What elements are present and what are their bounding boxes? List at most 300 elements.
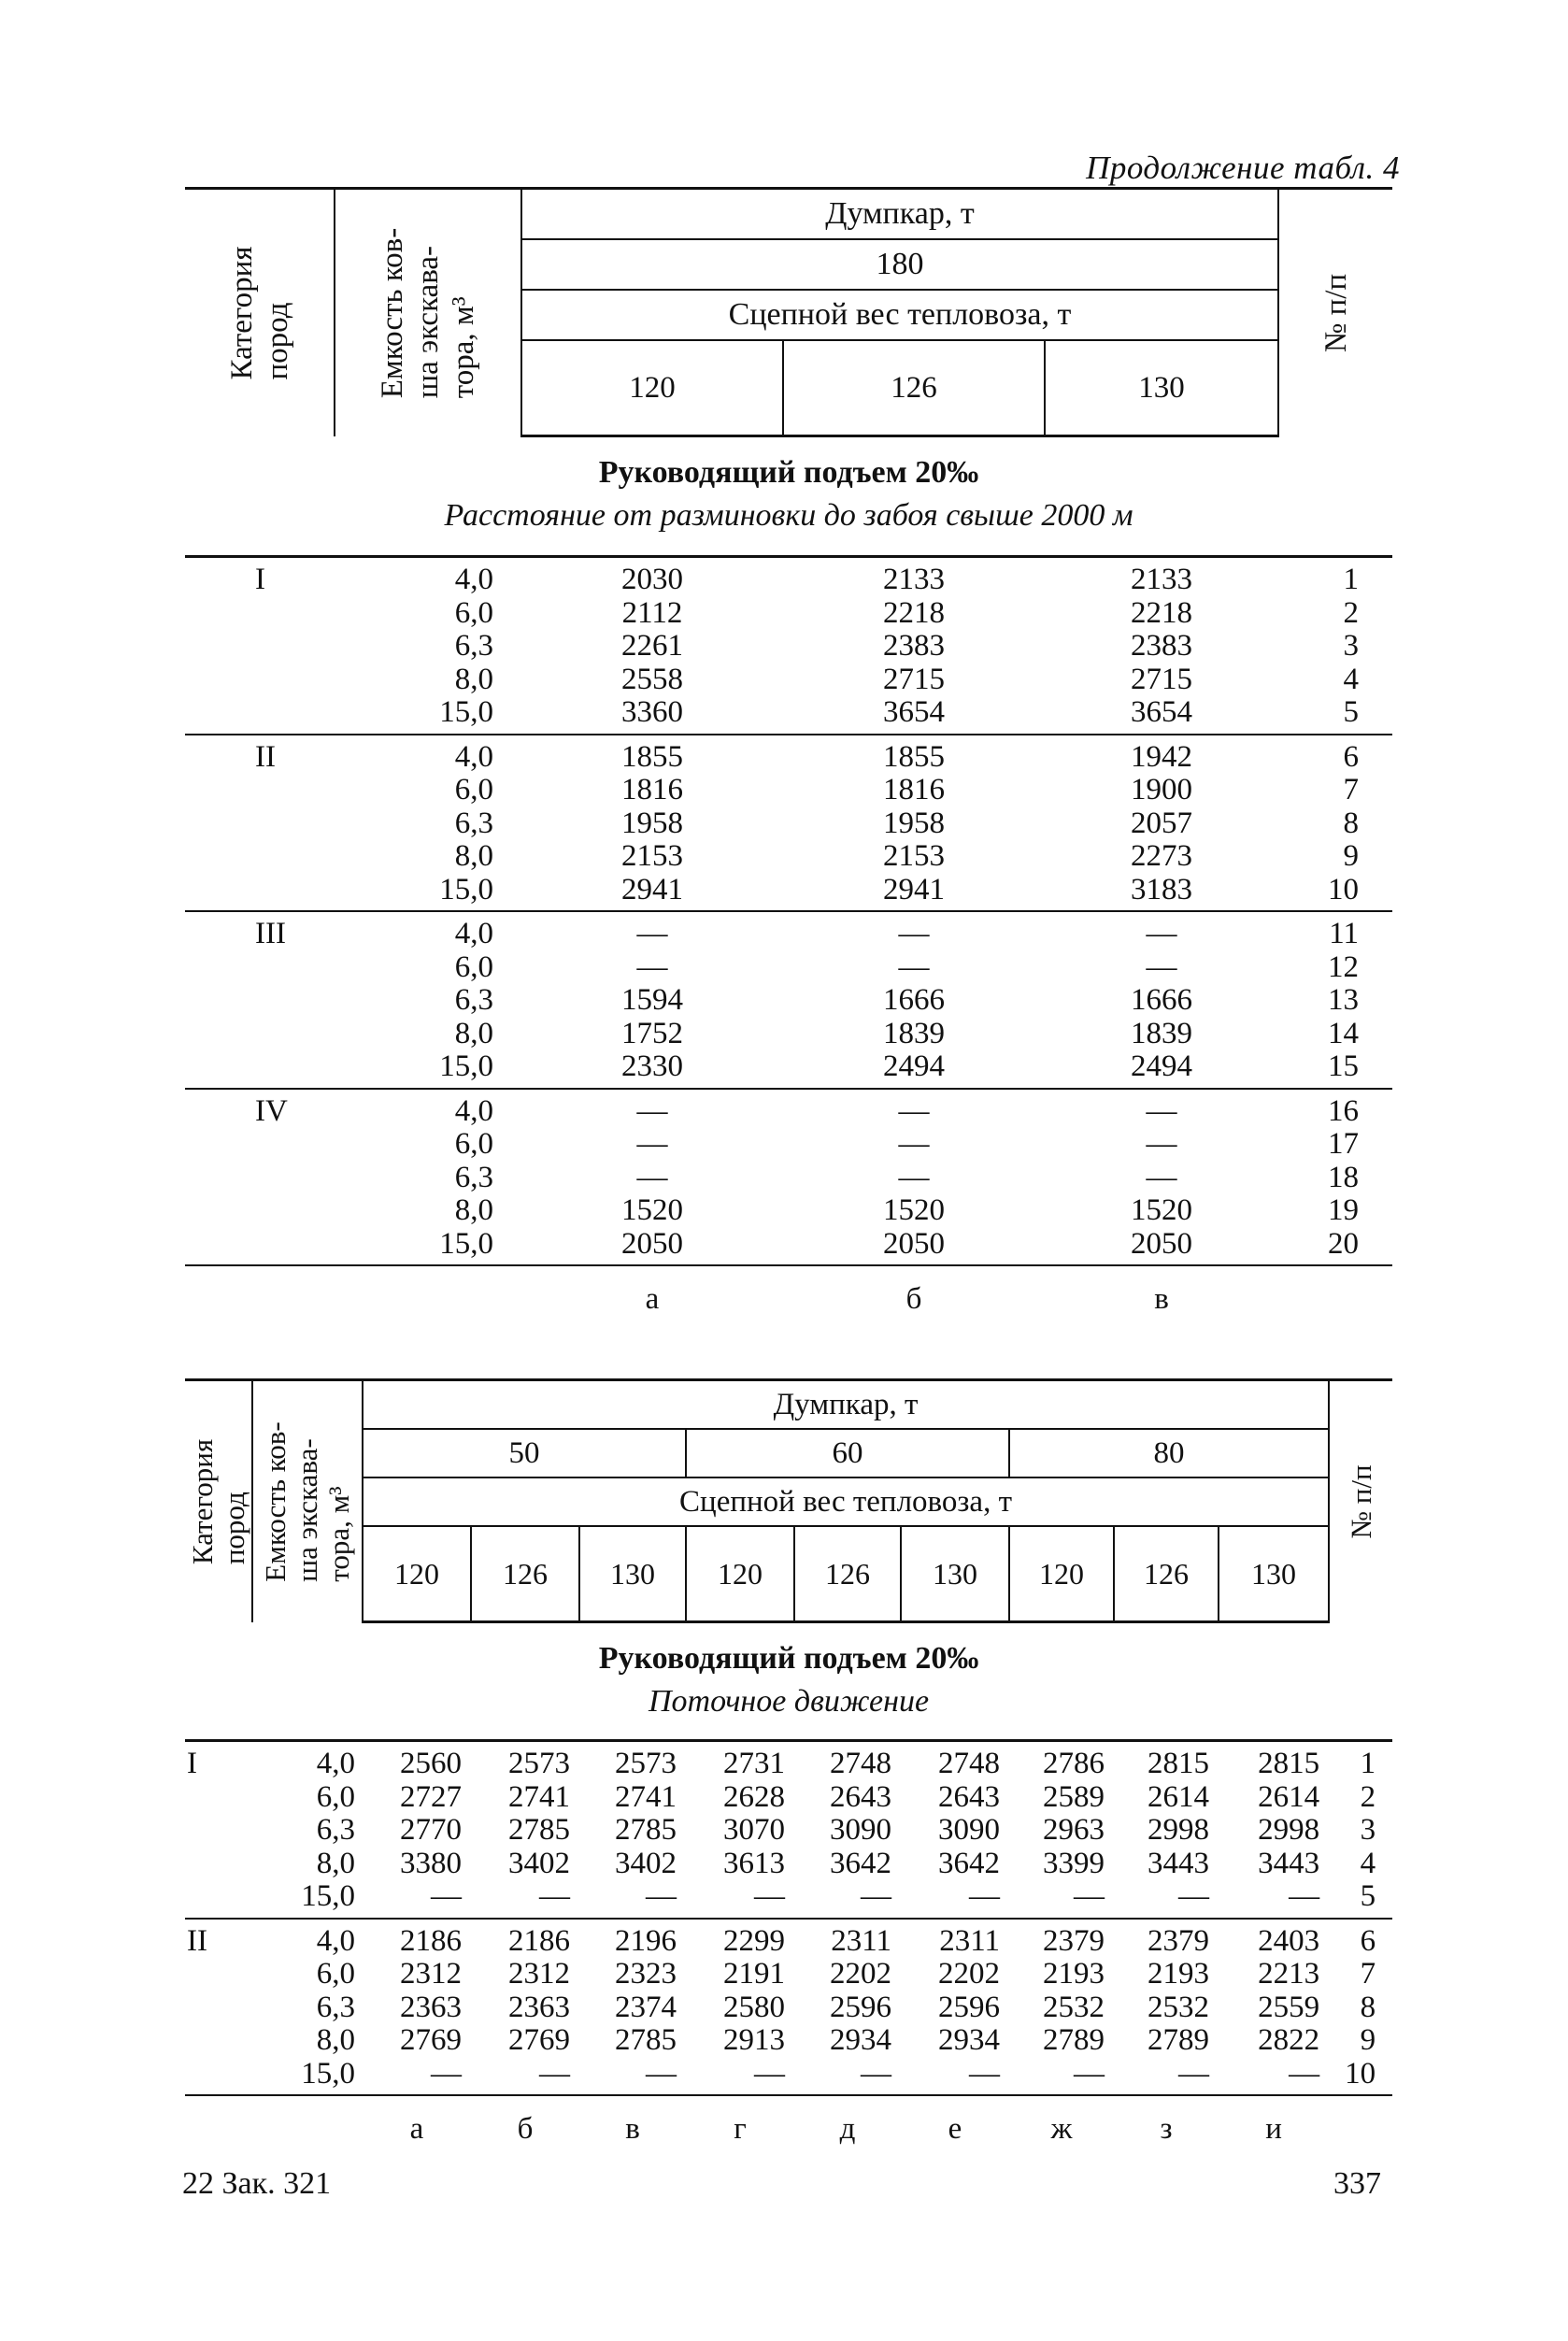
row-number-cell: 13 — [1328, 983, 1360, 1017]
row-number-cell: 11 — [1329, 917, 1360, 950]
value-cell: 2133 — [1045, 557, 1278, 597]
value-cell: 3380 — [400, 1846, 462, 1880]
header-number — [1278, 189, 1392, 436]
value-cell: 2789 — [1147, 2023, 1209, 2057]
header-loco: Сцепной вес тепловоза, т — [363, 1477, 1329, 1526]
header-loco-mass: 130 — [579, 1526, 686, 1622]
value-cell: 2202 — [938, 1957, 1000, 1991]
table-row — [185, 1162, 1392, 1195]
header-loco-mass: 126 — [471, 1526, 579, 1622]
value-cell: — — [579, 1880, 686, 1919]
category-cell — [185, 664, 335, 697]
capacity-cell: 15,0 — [335, 1228, 521, 1266]
category-cell: II — [187, 1923, 207, 1958]
value-cell: 2785 — [615, 1813, 677, 1847]
column-letter: г — [734, 2111, 747, 2146]
value-cell: — — [1219, 2058, 1329, 2096]
row-number-cell: 19 — [1328, 1193, 1360, 1227]
header-loco-mass: 120 — [686, 1526, 794, 1622]
value-cell: 2383 — [1131, 629, 1193, 663]
value-cell: — — [794, 1880, 901, 1919]
header-dumpcar-mass: 60 — [686, 1429, 1009, 1477]
row-number-cell: 5 — [1329, 1880, 1392, 1919]
value-cell: 1958 — [621, 806, 683, 840]
value-cell: 2494 — [1045, 1050, 1278, 1089]
header-loco: Сцепной вес тепловоза, т — [521, 290, 1278, 340]
category-cell — [185, 2058, 252, 2096]
capacity-cell: 8,0 — [454, 1193, 493, 1227]
value-cell: 3613 — [723, 1846, 785, 1880]
capacity-cell: 15,0 — [335, 874, 521, 912]
row-number-cell: 6 — [1360, 1923, 1376, 1958]
value-cell: 1752 — [621, 1016, 683, 1050]
category-cell — [185, 774, 335, 807]
value-cell: — — [363, 2058, 471, 2096]
value-cell: — — [1146, 1093, 1177, 1128]
continuation-caption: Продолжение табл. 4 — [1086, 150, 1400, 186]
value-cell: 2589 — [1043, 1779, 1105, 1814]
row-number-cell: 4 — [1360, 1846, 1376, 1880]
table-row — [185, 1814, 1392, 1848]
category-cell — [185, 630, 335, 664]
value-cell: 2934 — [830, 2023, 891, 2057]
value-cell: 2363 — [508, 1990, 570, 2024]
category-group — [185, 1741, 1392, 1919]
value-cell: 2614 — [1258, 1779, 1320, 1814]
value-cell: 1520 — [1131, 1193, 1193, 1227]
table-row — [185, 807, 1392, 841]
value-cell: — — [1146, 949, 1177, 984]
value-cell: 1839 — [883, 1016, 945, 1050]
value-cell: 1900 — [1131, 773, 1193, 807]
value-cell: 2741 — [615, 1779, 677, 1814]
column-letter: а — [409, 2111, 424, 2146]
value-cell: 2374 — [615, 1990, 677, 2024]
row-number-cell: 3 — [1360, 1813, 1376, 1847]
capacity-cell: 6,0 — [454, 1127, 493, 1161]
value-cell: 2643 — [830, 1779, 891, 1814]
row-number-cell: 2 — [1360, 1779, 1376, 1814]
table-distance-over-2000m — [185, 187, 1392, 1332]
value-cell: 2596 — [938, 1990, 1000, 2024]
row-number-cell: 20 — [1278, 1228, 1392, 1266]
header-category — [185, 1380, 252, 1622]
value-cell: 2596 — [830, 1990, 891, 2024]
value-cell: — — [1146, 1127, 1177, 1161]
value-cell: — — [898, 1160, 930, 1194]
value-cell: 3654 — [1045, 696, 1278, 735]
value-cell: 2715 — [1131, 662, 1193, 696]
column-letter: б — [517, 2111, 534, 2146]
column-letter: и — [1265, 2111, 1282, 2146]
printer-mark: 22 Зак. 321 — [182, 2166, 332, 2201]
capacity-cell: 8,0 — [454, 662, 493, 696]
value-cell: 2191 — [723, 1957, 785, 1991]
category-cell — [185, 597, 335, 631]
value-cell: 2731 — [686, 1741, 794, 1781]
value-cell: 2727 — [400, 1779, 462, 1814]
header-dumpcar-mass: 50 — [363, 1429, 686, 1477]
value-cell: 3642 — [938, 1846, 1000, 1880]
value-cell: 3443 — [1258, 1846, 1320, 1880]
value-cell: 2815 — [1219, 1741, 1329, 1781]
value-cell: 1520 — [621, 1193, 683, 1227]
value-cell: — — [1009, 1880, 1114, 1919]
row-number-cell: 15 — [1278, 1050, 1392, 1089]
category-cell — [185, 696, 335, 735]
value-cell: 2785 — [508, 1813, 570, 1847]
row-number-cell: 9 — [1360, 2023, 1376, 2057]
table-row — [185, 735, 1392, 775]
category-cell: II — [255, 739, 276, 774]
category-group — [185, 735, 1392, 912]
header-dumpcar-mass: 180 — [521, 239, 1278, 290]
value-cell: 2741 — [508, 1779, 570, 1814]
value-cell: 1855 — [621, 739, 683, 774]
value-cell: 2363 — [400, 1990, 462, 2024]
value-cell: — — [636, 1093, 668, 1128]
category-cell — [185, 1958, 252, 1991]
capacity-cell: 4,0 — [454, 1093, 493, 1128]
value-cell: 3402 — [615, 1846, 677, 1880]
row-number-cell: 5 — [1278, 696, 1392, 735]
table-row — [185, 1741, 1392, 1781]
value-cell: 2030 — [521, 557, 783, 597]
capacity-cell: 6,0 — [454, 773, 493, 807]
value-cell: — — [636, 917, 668, 950]
row-number-cell: 12 — [1328, 949, 1360, 984]
value-cell: 2941 — [783, 874, 1045, 912]
value-cell: 2218 — [883, 595, 945, 630]
header-category-label: Категория пород — [185, 1438, 250, 1564]
header-loco-mass: 130 — [1045, 340, 1278, 436]
header-category — [185, 189, 335, 436]
section-heading — [185, 436, 1392, 557]
value-cell: — — [1146, 917, 1177, 950]
header-loco-mass: 120 — [1009, 1526, 1114, 1622]
header-loco-mass: 126 — [783, 340, 1045, 436]
capacity-cell: 6,3 — [316, 1990, 355, 2024]
row-number-cell: 16 — [1328, 1093, 1360, 1128]
value-cell: 3090 — [938, 1813, 1000, 1847]
row-number-cell: 7 — [1343, 773, 1360, 807]
value-cell: — — [579, 2058, 686, 2096]
value-cell: 2769 — [508, 2023, 570, 2057]
header-loco-mass: 120 — [521, 340, 783, 436]
header-number-label: № п/п — [1319, 273, 1353, 352]
header-dumpcar: Думпкар, т — [521, 189, 1278, 240]
value-cell: 2998 — [1258, 1813, 1320, 1847]
row-number-cell: 10 — [1278, 874, 1392, 912]
value-cell: 2050 — [521, 1228, 783, 1266]
capacity-cell: 8,0 — [316, 1846, 355, 1880]
capacity-cell: 8,0 — [316, 2023, 355, 2057]
value-cell: 3090 — [830, 1813, 891, 1847]
value-cell: 2403 — [1258, 1923, 1320, 1958]
value-cell: 2913 — [723, 2023, 785, 2057]
column-letter: б — [905, 1281, 922, 1316]
value-cell: 3402 — [508, 1846, 570, 1880]
table-row — [185, 951, 1392, 985]
category-cell: IV — [255, 1093, 288, 1128]
row-number-cell: 7 — [1360, 1957, 1376, 1991]
category-cell — [185, 1848, 252, 1881]
value-cell: 1816 — [621, 773, 683, 807]
value-cell: 1942 — [1131, 739, 1193, 774]
value-cell: 2193 — [1147, 1957, 1209, 1991]
value-cell: — — [898, 1093, 930, 1128]
value-cell: 2785 — [615, 2023, 677, 2057]
header-loco-mass: 126 — [1114, 1526, 1219, 1622]
value-cell: 2963 — [1043, 1813, 1105, 1847]
capacity-cell: 6,3 — [454, 629, 493, 663]
table-row — [185, 630, 1392, 664]
value-cell: — — [898, 949, 930, 984]
table-row — [185, 774, 1392, 807]
value-cell: — — [901, 2058, 1009, 2096]
capacity-cell: 6,3 — [454, 983, 493, 1017]
value-cell: 2379 — [1147, 1923, 1209, 1958]
value-cell: 2261 — [621, 629, 683, 663]
category-cell — [185, 1880, 252, 1919]
value-cell: 2558 — [621, 662, 683, 696]
table-row — [185, 911, 1392, 951]
row-number-cell: 6 — [1343, 739, 1360, 774]
table-row — [185, 1194, 1392, 1228]
value-cell: 2748 — [794, 1741, 901, 1781]
value-cell: 2218 — [1131, 595, 1193, 630]
column-letter: а — [645, 1281, 660, 1316]
table-row — [185, 597, 1392, 631]
capacity-cell: 4,0 — [316, 1923, 355, 1958]
table-row — [185, 1880, 1392, 1919]
row-number-cell: 8 — [1360, 1990, 1376, 2024]
value-cell: 2998 — [1147, 1813, 1209, 1847]
value-cell: 2934 — [938, 2023, 1000, 2057]
table-row — [185, 1919, 1392, 1959]
value-cell: — — [471, 1880, 579, 1919]
value-cell: 1816 — [883, 773, 945, 807]
value-cell: 1666 — [1131, 983, 1193, 1017]
category-cell: I — [185, 557, 335, 597]
capacity-cell: 8,0 — [454, 1016, 493, 1050]
category-cell — [185, 2024, 252, 2058]
value-cell: 2573 — [471, 1741, 579, 1781]
value-cell: 2560 — [363, 1741, 471, 1781]
table-row — [185, 1128, 1392, 1162]
table-row — [185, 696, 1392, 735]
value-cell: 2715 — [883, 662, 945, 696]
value-cell: — — [471, 2058, 579, 2096]
category-cell: III — [255, 917, 286, 950]
capacity-cell: 15,0 — [252, 1880, 363, 1919]
value-cell: — — [686, 1880, 794, 1919]
value-cell: 1855 — [883, 739, 945, 774]
header-number-label: № п/п — [1344, 1464, 1377, 1539]
column-letter: е — [948, 2111, 962, 2146]
value-cell: 2112 — [621, 595, 683, 630]
value-cell: — — [1146, 1160, 1177, 1194]
value-cell: 2312 — [400, 1957, 462, 1991]
row-number-cell: 18 — [1328, 1160, 1360, 1194]
value-cell: 2153 — [621, 839, 683, 873]
header-capacity-label: Емкость ков- ша экскава- тора, м³ — [376, 227, 480, 399]
value-cell: — — [901, 1880, 1009, 1919]
value-cell: 2748 — [901, 1741, 1009, 1781]
value-cell: 2312 — [508, 1957, 570, 1991]
value-cell: 2573 — [579, 1741, 686, 1781]
section-title-italic: Расстояние от разминовки до забоя свыше 2000 м — [444, 498, 1133, 533]
capacity-cell: 6,0 — [454, 949, 493, 984]
section-title-bold: Руководящий подъем 20‰ — [598, 1641, 979, 1676]
table-row — [185, 840, 1392, 874]
section-title-italic: Поточное движение — [648, 1684, 930, 1719]
capacity-cell: 6,3 — [454, 1160, 493, 1194]
capacity-cell: 6,0 — [316, 1779, 355, 1814]
header-loco-mass: 126 — [794, 1526, 901, 1622]
column-letters-row — [185, 2095, 1392, 2162]
table-row — [185, 1018, 1392, 1051]
value-cell: — — [636, 1127, 668, 1161]
capacity-cell: 4,0 — [454, 739, 493, 774]
value-cell: — — [898, 1127, 930, 1161]
row-number-cell: 8 — [1343, 806, 1360, 840]
table-row — [185, 984, 1392, 1018]
value-cell: 2330 — [521, 1050, 783, 1089]
value-cell: 2628 — [723, 1779, 785, 1814]
value-cell: — — [636, 1160, 668, 1194]
capacity-cell: 6,3 — [454, 806, 493, 840]
table-row — [185, 1958, 1392, 1991]
column-letter: в — [1154, 1281, 1169, 1316]
capacity-cell: 8,0 — [454, 839, 493, 873]
value-cell: 3642 — [830, 1846, 891, 1880]
capacity-cell: 6,0 — [316, 1957, 355, 1991]
value-cell: 2299 — [723, 1923, 785, 1958]
value-cell: 2196 — [615, 1923, 677, 1958]
table-row — [185, 1848, 1392, 1881]
capacity-cell: 15,0 — [335, 696, 521, 735]
column-letters-row — [185, 1265, 1392, 1332]
category-cell — [185, 1018, 335, 1051]
header-capacity-label: Емкость ков- ша экскава- тора, м³ — [259, 1421, 355, 1582]
value-cell: 2213 — [1258, 1957, 1320, 1991]
row-number-cell: 1 — [1278, 557, 1392, 597]
value-cell: 2193 — [1043, 1957, 1105, 1991]
value-cell: 2383 — [883, 629, 945, 663]
value-cell: — — [1114, 1880, 1219, 1919]
category-cell — [185, 951, 335, 985]
header-loco-mass: 130 — [901, 1526, 1009, 1622]
value-cell: 3399 — [1043, 1846, 1105, 1880]
row-number-cell: 1 — [1329, 1741, 1392, 1781]
row-number-cell: 17 — [1328, 1127, 1360, 1161]
value-cell: 2186 — [400, 1923, 462, 1958]
header-capacity — [252, 1380, 363, 1622]
category-cell — [185, 1814, 252, 1848]
table-row — [185, 557, 1392, 597]
value-cell: 2494 — [783, 1050, 1045, 1089]
value-cell: 2822 — [1258, 2023, 1320, 2057]
header-dumpcar: Думпкар, т — [363, 1380, 1329, 1430]
category-group — [185, 911, 1392, 1089]
value-cell: 2941 — [521, 874, 783, 912]
value-cell: 2057 — [1131, 806, 1193, 840]
row-number-cell: 10 — [1329, 2058, 1392, 2096]
value-cell: 2786 — [1009, 1741, 1114, 1781]
table-row — [185, 1089, 1392, 1129]
value-cell: 2202 — [830, 1957, 891, 1991]
value-cell: 2311 — [831, 1923, 891, 1958]
table-row — [185, 874, 1392, 912]
category-cell — [185, 807, 335, 841]
category-cell — [185, 1162, 335, 1195]
capacity-cell: 4,0 — [454, 917, 493, 950]
table-row — [185, 1050, 1392, 1089]
capacity-cell: 6,3 — [316, 1813, 355, 1847]
value-cell: 2186 — [508, 1923, 570, 1958]
value-cell: 3360 — [521, 696, 783, 735]
table-row — [185, 1781, 1392, 1815]
header-loco-mass: 130 — [1219, 1526, 1329, 1622]
category-cell — [185, 874, 335, 912]
value-cell: 1520 — [883, 1193, 945, 1227]
column-letter: з — [1160, 2111, 1173, 2146]
value-cell: 2532 — [1147, 1990, 1209, 2024]
value-cell: 2153 — [883, 839, 945, 873]
value-cell: — — [363, 1880, 471, 1919]
value-cell: 2532 — [1043, 1990, 1105, 2024]
table-row — [185, 2024, 1392, 2058]
value-cell: — — [1114, 2058, 1219, 2096]
header-loco-mass: 120 — [363, 1526, 471, 1622]
capacity-cell: 4,0 — [252, 1741, 363, 1781]
value-cell: 2323 — [615, 1957, 677, 1991]
value-cell: 2770 — [400, 1813, 462, 1847]
category-cell — [185, 1050, 335, 1089]
page-number: 337 — [1333, 2166, 1381, 2201]
value-cell: — — [1009, 2058, 1114, 2096]
table-row — [185, 1228, 1392, 1266]
category-cell — [185, 1128, 335, 1162]
table-row — [185, 1991, 1392, 2025]
value-cell: — — [794, 2058, 901, 2096]
table-continuous-traffic — [185, 1378, 1392, 2162]
value-cell: 2379 — [1043, 1923, 1105, 1958]
category-cell: I — [185, 1741, 252, 1781]
category-cell — [185, 1194, 335, 1228]
value-cell: 2050 — [1045, 1228, 1278, 1266]
row-number-cell: 4 — [1343, 662, 1360, 696]
value-cell: 2273 — [1131, 839, 1193, 873]
value-cell: 2133 — [783, 557, 1045, 597]
header-capacity — [335, 189, 521, 436]
value-cell: 3654 — [783, 696, 1045, 735]
section-title-bold: Руководящий подъем 20‰ — [598, 455, 979, 490]
value-cell: 3070 — [723, 1813, 785, 1847]
column-letter: ж — [1050, 2111, 1073, 2146]
value-cell: 2580 — [723, 1990, 785, 2024]
value-cell: 2769 — [400, 2023, 462, 2057]
value-cell: 2050 — [783, 1228, 1045, 1266]
value-cell: 2559 — [1258, 1990, 1320, 2024]
category-cell — [185, 1228, 335, 1266]
table-row — [185, 664, 1392, 697]
capacity-cell: 6,0 — [454, 595, 493, 630]
capacity-cell: 4,0 — [335, 557, 521, 597]
capacity-cell: 15,0 — [335, 1050, 521, 1089]
value-cell: 1839 — [1131, 1016, 1193, 1050]
